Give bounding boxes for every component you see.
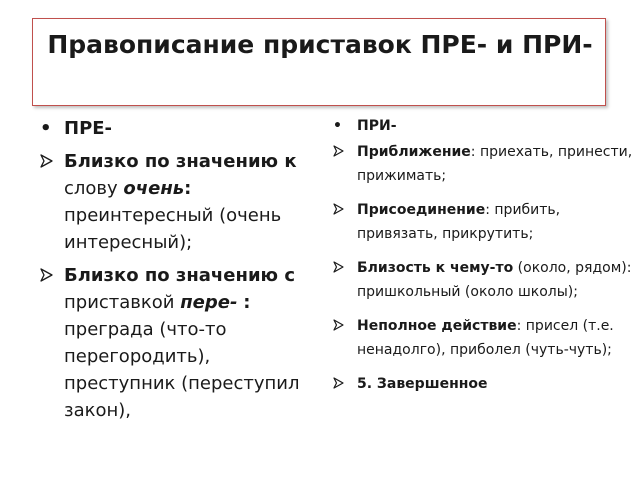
pre-rule-1-example: преинтересный (очень интересный);: [64, 205, 282, 253]
pre-rule-1: [40, 148, 302, 256]
pri-rule-2-text: : прибить, привязать, прикрутить;: [357, 202, 561, 242]
pre-rule-2: [40, 262, 302, 424]
bullet-dot-icon: •: [333, 118, 342, 134]
pri-rule-2: [333, 198, 633, 246]
pre-rule-1-colon: :: [184, 178, 192, 199]
pre-heading: ПРЕ-: [64, 118, 113, 139]
pri-rule-1-bold: Приближение: [357, 144, 471, 160]
bullet-dot-icon: •: [40, 118, 52, 139]
pre-rule-1-text1: слову: [64, 178, 118, 199]
pri-rule-1-text: : приехать, принести, прижимать;: [357, 144, 633, 184]
pri-heading-item: [333, 116, 633, 136]
arrow-bullet-icon: [333, 261, 344, 273]
pri-rule-3-text: (около, рядом): пришкольный (около школы);: [357, 260, 632, 300]
pre-rule-2-example: преграда (что-то перегородить), преступник (переступил закон),: [64, 319, 300, 421]
pre-rule-2-text1: приставкой: [64, 292, 175, 313]
arrow-bullet-icon: [333, 319, 344, 331]
pre-rule-2-keyword: пере-: [180, 292, 238, 313]
pre-heading-item: [40, 116, 302, 142]
title-box: [32, 18, 606, 106]
pri-rule-5-bold: 5. Завершенное: [357, 376, 488, 392]
pri-rule-3-bold: Близость к чему-то: [357, 260, 514, 276]
arrow-bullet-icon: [333, 203, 344, 215]
pre-rule-2-colon: :: [243, 292, 251, 313]
pri-rule-5: [333, 372, 633, 396]
pre-rule-1-keyword: очень: [123, 178, 185, 199]
arrow-bullet-icon: [40, 268, 53, 282]
pri-rule-4-text: : присел (т.е. ненадолго), приболел (чуть-чуть);: [357, 318, 614, 358]
pri-heading: ПРИ-: [357, 118, 397, 134]
pri-rule-1: [333, 140, 633, 188]
arrow-bullet-icon: [333, 145, 344, 157]
pri-rule-4-bold: Неполное действие: [357, 318, 517, 334]
pri-rule-4: [333, 314, 633, 362]
pre-rule-2-bold: Близко по значению с: [64, 265, 295, 286]
arrow-bullet-icon: [333, 377, 344, 389]
column-pre: [40, 116, 302, 430]
pri-rule-2-bold: Присоединение: [357, 202, 486, 218]
pri-rule-3: [333, 256, 633, 304]
arrow-bullet-icon: [40, 154, 53, 168]
column-pri: [333, 116, 633, 406]
pre-rule-1-bold: Близко по значению к: [64, 151, 297, 172]
page-title: Правописание приставок ПРЕ- и ПРИ-: [47, 30, 593, 59]
